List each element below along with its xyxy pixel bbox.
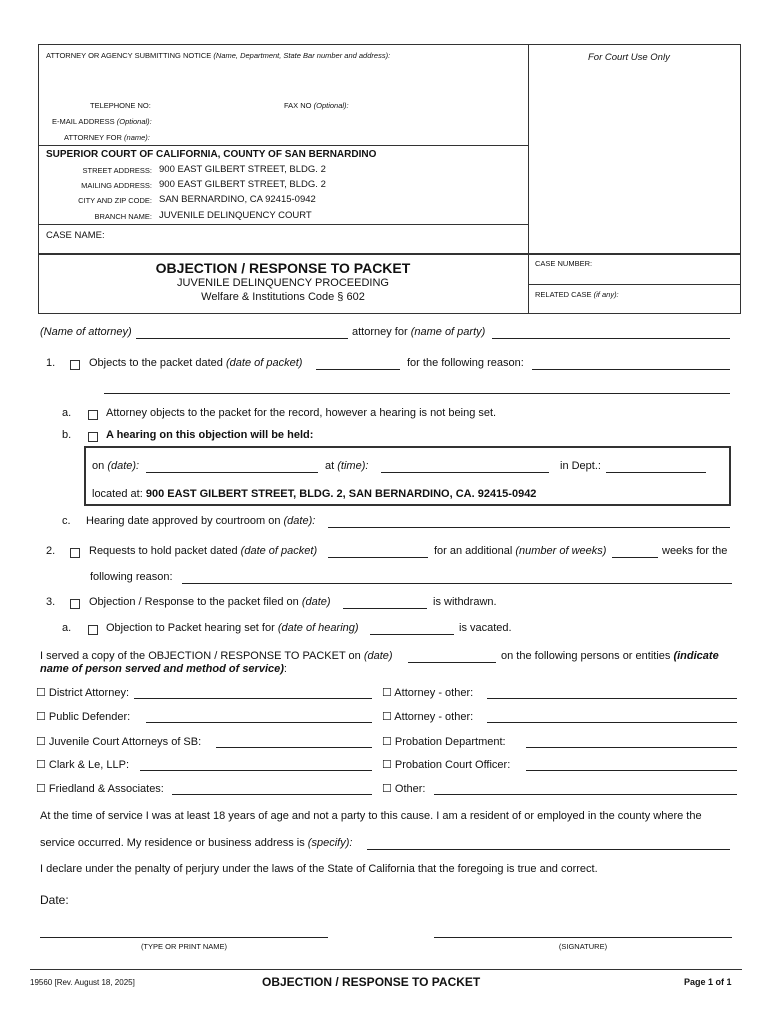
item3-number: 3. [46,596,56,608]
hearing-time-field[interactable] [381,472,549,473]
divider [38,224,528,225]
item2-reason-field[interactable] [182,583,732,584]
entity-probation-officer-field[interactable] [526,770,737,771]
item1b-letter: b. [62,429,72,441]
item3-checkbox[interactable] [70,595,80,613]
item3-text: Objection / Response to the packet filed on (date) [89,596,331,608]
form-subtitle-1: JUVENILE DELINQUENCY PROCEEDING [177,277,389,289]
item2-number: 2. [46,545,56,557]
entity-probation-department[interactable]: ☐ Probation Department: [382,736,506,748]
city-label: CITY AND ZIP CODE: [78,196,152,205]
entity-clark-le[interactable]: ☐ Clark & Le, LLP: [36,759,130,771]
item3a-date-field[interactable] [370,634,454,635]
entity-juvenile-court[interactable]: ☐ Juvenile Court Attorneys of SB: [36,736,202,748]
served-date-field[interactable] [408,662,496,663]
branch-label: BRANCH NAME: [94,212,152,221]
item2-checkbox[interactable] [70,544,80,562]
form-subtitle-2: Welfare & Institutions Code § 602 [201,291,365,303]
item1-date-field[interactable] [316,369,400,370]
signature-label: (SIGNATURE) [558,942,608,951]
item2-reason-label: following reason: [90,571,173,583]
hearing-dept-field[interactable] [606,472,706,473]
fax-label: FAX NO (Optional): [284,101,349,110]
case-number-label: CASE NUMBER: [535,259,593,268]
item1-text: Objects to the packet dated (date of packet) [89,357,303,369]
item1-reason-field-2[interactable] [104,393,730,394]
item2-text: Requests to hold packet dated (date of packet) [89,545,318,557]
entity-other[interactable]: ☐ Other: [382,783,426,795]
entity-clark-le-field[interactable] [140,770,372,771]
footer-title: OBJECTION / RESPONSE TO PACKET [262,975,481,989]
item1-number: 1. [46,357,56,369]
form-title: OBJECTION / RESPONSE TO PACKET [155,260,411,276]
telephone-label: TELEPHONE NO: [90,101,151,110]
item3a-checkbox[interactable] [88,621,98,639]
entity-district-attorney-field[interactable] [134,698,372,699]
footer-divider [30,969,742,970]
attorney-for-text: attorney for (name of party) [352,326,486,338]
item1-checkbox[interactable] [70,356,80,374]
attorney-label: ATTORNEY OR AGENCY SUBMITTING NOTICE (Name, Department, State Bar number and address): [46,51,391,60]
served-on-text: on the following persons or entities (indicate [501,650,719,662]
entity-friedland[interactable]: ☐ Friedland & Associates: [36,783,164,795]
item1-reason-label: for the following reason: [407,357,524,369]
hearing-date-field[interactable] [146,472,318,473]
street-label: STREET ADDRESS: [82,166,152,175]
divider [528,284,741,285]
court-use-label: For Court Use Only [588,52,670,63]
hearing-date-label: on (date): [92,460,140,472]
entity-juvenile-court-field[interactable] [216,747,372,748]
service-address-label: service occurred. My residence or business address is (specify): [40,837,353,849]
street-value: 900 EAST GILBERT STREET, BLDG. 2 [159,164,326,175]
related-case-label: RELATED CASE (if any): [535,290,619,299]
item3a-vacated: is vacated. [459,622,512,634]
item2-weeks-for: weeks for the [662,545,728,557]
name-of-attorney-label: (Name of attorney) [40,326,132,338]
entity-attorney-other-2[interactable]: ☐ Attorney - other: [382,711,474,723]
entity-attorney-other-1[interactable]: ☐ Attorney - other: [382,687,474,699]
entity-attorney-other-1-field[interactable] [487,698,737,699]
case-name-label: CASE NAME: [46,230,105,241]
item2-for-text: for an additional (number of weeks) [434,545,607,557]
email-label: E-MAIL ADDRESS (Optional): [52,117,152,126]
name-of-attorney-field[interactable] [136,338,348,339]
item1a-text: Attorney objects to the packet for the record, however a hearing is not being set. [106,407,497,419]
entity-other-field[interactable] [434,794,737,795]
city-value: SAN BERNARDINO, CA 92415-0942 [159,194,316,205]
branch-value: JUVENILE DELINQUENCY COURT [159,210,312,221]
entity-public-defender-field[interactable] [146,722,372,723]
entity-district-attorney[interactable]: ☐ District Attorney: [36,687,129,699]
item1c-letter: c. [62,515,71,527]
entity-friedland-field[interactable] [172,794,372,795]
date-label: Date: [40,893,69,907]
attorney-for-label: ATTORNEY FOR (name): [64,133,150,142]
served-text: I served a copy of the OBJECTION / RESPONSE TO PACKET on (date) [40,650,393,662]
age-statement: At the time of service I was at least 18 years of age and not a party to this cause. I am a resident of or employed in the county where the [40,810,702,822]
court-use-box [528,44,740,254]
service-address-field[interactable] [367,849,730,850]
entity-public-defender[interactable]: ☐ Public Defender: [36,711,131,723]
item1b-text: A hearing on this objection will be held: [106,429,314,441]
item1-reason-field[interactable] [532,369,730,370]
entity-attorney-other-2-field[interactable] [487,722,737,723]
court-name: SUPERIOR COURT OF CALIFORNIA, COUNTY OF SAN BERNARDINO [46,149,377,160]
item1a-letter: a. [62,407,72,419]
item3a-text: Objection to Packet hearing set for (date of hearing) [106,622,359,634]
item1c-date-field[interactable] [328,527,730,528]
item1b-checkbox[interactable] [88,428,98,446]
item1a-checkbox[interactable] [88,406,98,424]
hearing-time-label: at (time): [325,460,369,472]
signature-field[interactable] [434,937,732,938]
item3-date-field[interactable] [343,608,427,609]
item2-date-field[interactable] [328,557,428,558]
hearing-location: located at: 900 EAST GILBERT STREET, BLDG. 2, SAN BERNARDINO, CA. 92415-0942 [92,488,537,500]
entity-probation-department-field[interactable] [526,747,737,748]
entity-probation-officer[interactable]: ☐ Probation Court Officer: [382,759,511,771]
mailing-label: MAILING ADDRESS: [81,181,152,190]
item3a-letter: a. [62,622,72,634]
item1c-text: Hearing date approved by courtroom on (date): [86,515,316,527]
served-hint: name of person served and method of service): [40,663,287,675]
item2-weeks-field[interactable] [612,557,658,558]
item3-withdrawn: is withdrawn. [433,596,497,608]
hearing-dept-label: in Dept.: [560,460,601,472]
divider [38,145,528,146]
print-name-field[interactable] [40,937,328,938]
mailing-value: 900 EAST GILBERT STREET, BLDG. 2 [159,179,326,190]
name-of-party-field[interactable] [492,338,730,339]
footer-form-number: 19560 [Rev. August 18, 2025] [30,978,135,987]
footer-page: Page 1 of 1 [684,977,732,987]
print-name-label: (TYPE OR PRINT NAME) [140,942,228,951]
perjury-statement: I declare under the penalty of perjury under the laws of the State of California that the foregoing is true and correct. [40,863,598,875]
